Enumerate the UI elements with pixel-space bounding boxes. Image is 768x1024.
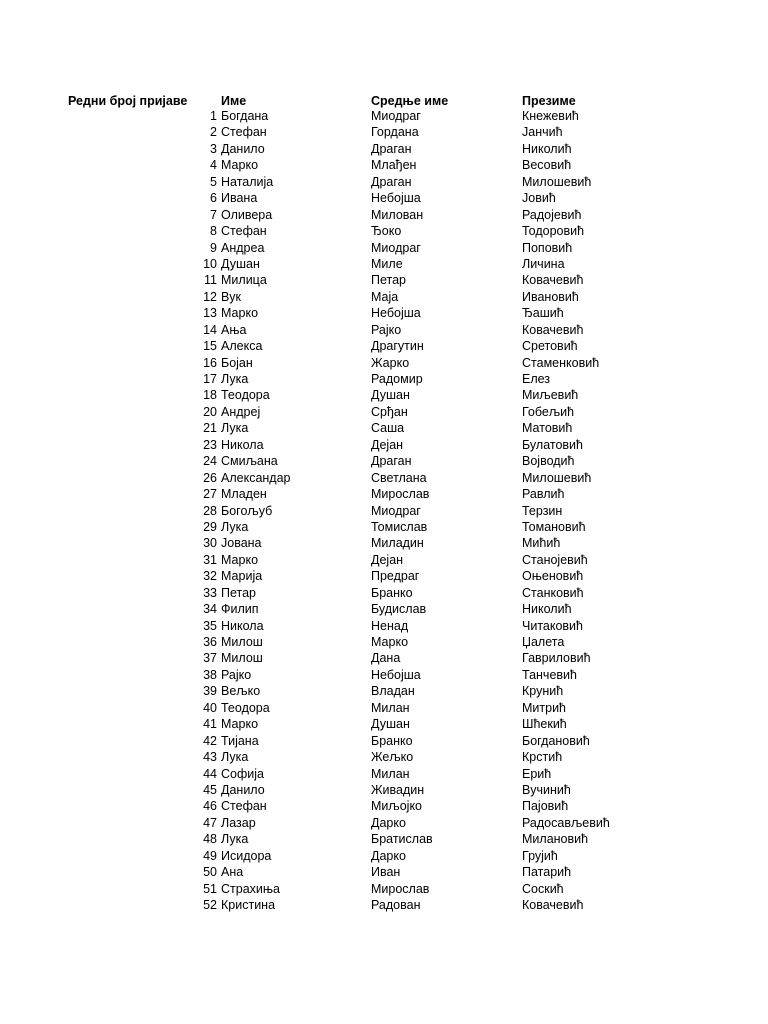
table-row [0,798,768,814]
cell-application-number: 40 [203,700,217,715]
cell-surname: Кнежевић [522,109,579,123]
cell-application-number: 41 [203,717,217,732]
cell-middle-name: Иван [371,865,401,880]
cell-middle-name: Дејан [371,437,404,452]
cell-middle-name: Душан [371,388,410,403]
cell-middle-name: Млађен [371,158,417,173]
cell-application-number: 12 [203,289,217,304]
cell-name: Милица [221,273,267,288]
table-row [0,503,768,519]
cell-name: Богдана [221,109,269,123]
cell-surname: Елез [522,372,551,386]
cell-surname: Вучинић [522,782,571,797]
table-row [0,108,768,124]
cell-application-number: 4 [210,158,217,173]
cell-name: Марко [221,552,259,567]
cell-middle-name: Небојша [371,191,421,206]
header-name: Име [221,94,247,108]
cell-application-number: 42 [203,733,217,748]
cell-middle-name: Дејан [371,552,404,567]
cell-application-number: 14 [203,322,217,337]
cell-application-number: 27 [203,487,217,502]
cell-middle-name: Дана [371,651,401,666]
cell-surname: Читаковић [522,618,583,633]
cell-surname: Соскић [522,881,564,896]
cell-name: Никола [221,437,264,452]
cell-surname: Ерић [522,766,552,781]
table-row [0,568,768,584]
cell-name: Ана [221,865,244,880]
cell-name: Милош [221,635,263,649]
table-row [0,897,768,913]
cell-name: Душан [221,256,260,271]
cell-middle-name: Миодраг [371,503,421,518]
cell-application-number: 9 [210,240,217,255]
table-row [0,355,768,371]
cell-application-number: 29 [203,519,217,534]
cell-surname: Гобељић [522,404,575,419]
cell-name: Софија [221,766,264,781]
cell-application-number: 28 [203,503,217,518]
table-row [0,272,768,288]
cell-name: Марко [221,306,259,321]
cell-surname: Мићић [522,536,561,551]
cell-middle-name: Небојша [371,306,421,321]
cell-surname: Поповић [522,240,573,255]
cell-application-number: 34 [203,602,217,617]
cell-surname: Терзин [522,503,563,518]
table-row [0,782,768,798]
cell-name: Смиљана [221,454,278,469]
table-row [0,700,768,716]
cell-middle-name: Милован [371,207,424,222]
cell-middle-name: Светлана [371,470,427,485]
cell-application-number: 43 [203,750,217,765]
cell-name: Ања [221,322,247,337]
cell-surname: Богдановић [522,733,590,748]
table-row [0,174,768,190]
cell-middle-name: Жељко [371,750,414,765]
cell-application-number: 8 [210,224,217,239]
cell-middle-name: Братислав [371,832,433,847]
table-row [0,552,768,568]
cell-surname: Стаменковић [522,355,600,370]
cell-application-number: 16 [203,355,217,370]
cell-middle-name: Предраг [371,569,420,584]
table-row [0,848,768,864]
cell-middle-name: Драгутин [371,339,424,354]
header-middle-name: Средње име [371,94,449,108]
cell-name: Стефан [221,224,267,239]
cell-application-number: 51 [203,881,217,896]
cell-surname: Милошевић [522,174,592,189]
table-row [0,601,768,617]
cell-surname: Пајовић [522,799,569,814]
cell-name: Кристина [221,898,276,912]
cell-application-number: 20 [203,404,217,419]
cell-name: Тијана [221,733,259,748]
cell-middle-name: Мирослав [371,881,430,896]
cell-surname: Радосављевић [522,815,610,830]
cell-middle-name: Саша [371,421,405,436]
cell-application-number: 48 [203,832,217,847]
cell-middle-name: Ђоко [371,224,402,239]
cell-application-number: 10 [203,256,217,271]
table-row [0,716,768,732]
cell-middle-name: Владан [371,684,415,699]
cell-name: Лука [221,832,249,847]
cell-name: Вељко [221,684,261,699]
cell-middle-name: Ненад [371,618,409,633]
table-row [0,453,768,469]
cell-middle-name: Маја [371,289,399,304]
cell-surname: Јовић [522,191,556,206]
cell-name: Јована [221,536,262,551]
cell-application-number: 45 [203,782,217,797]
cell-application-number: 50 [203,865,217,880]
cell-surname: Шћекић [522,717,567,732]
cell-application-number: 5 [210,174,217,189]
cell-application-number: 3 [210,141,217,156]
cell-middle-name: Марко [371,635,409,649]
table-row [0,650,768,666]
cell-surname: Ђашић [522,306,564,321]
cell-name: Петар [221,585,257,600]
cell-application-number: 2 [210,125,217,140]
cell-name: Вук [221,289,241,304]
cell-middle-name: Небојша [371,667,421,682]
cell-application-number: 17 [203,372,217,386]
table-row [0,338,768,354]
cell-surname: Војводић [522,454,575,469]
cell-name: Милош [221,651,263,666]
cell-middle-name: Жарко [371,355,410,370]
header-surname: Презиме [522,94,576,108]
cell-surname: Матовић [522,421,573,436]
cell-middle-name: Дарко [371,815,406,830]
cell-surname: Гавриловић [522,651,591,666]
cell-name: Никола [221,618,264,633]
cell-middle-name: Душан [371,717,410,732]
cell-application-number: 39 [203,684,217,699]
cell-application-number: 52 [203,898,217,912]
cell-name: Стефан [221,125,267,140]
cell-middle-name: Миодраг [371,109,421,123]
cell-surname: Булатовић [522,437,583,452]
cell-application-number: 46 [203,799,217,814]
cell-surname: Николић [522,141,572,156]
table-row [0,157,768,173]
cell-surname: Џалета [522,635,565,649]
cell-surname: Патарић [522,865,572,880]
table-row [0,470,768,486]
cell-surname: Крстић [522,750,563,765]
cell-name: Теодора [221,388,270,403]
cell-name: Алекса [221,339,263,354]
cell-surname: Личина [522,256,565,271]
cell-name: Ивана [221,191,258,206]
cell-application-number: 7 [210,207,217,222]
cell-middle-name: Драган [371,174,412,189]
table-row [0,667,768,683]
table-row [0,256,768,272]
cell-name: Младен [221,487,267,502]
cell-application-number: 33 [203,585,217,600]
cell-name: Александар [221,470,291,485]
cell-middle-name: Мирослав [371,487,430,502]
cell-name: Данило [221,782,265,797]
cell-name: Лука [221,421,249,436]
cell-application-number: 11 [204,273,217,288]
cell-name: Наталија [221,174,274,189]
table-row [0,535,768,551]
cell-middle-name: Срђан [371,404,408,419]
table-row [0,223,768,239]
cell-application-number: 18 [203,388,217,403]
cell-name: Стефан [221,799,267,814]
cell-application-number: 47 [203,815,217,830]
cell-name: Страхиња [221,881,280,896]
applications-list [0,108,768,913]
cell-middle-name: Милан [371,766,410,781]
cell-application-number: 30 [203,536,217,551]
cell-middle-name: Томислав [371,519,428,534]
table-row [0,831,768,847]
cell-surname: Крунић [522,684,564,699]
cell-surname: Томановић [522,519,586,534]
table-row [0,618,768,634]
table-row [0,749,768,765]
cell-surname: Станковић [522,585,584,600]
cell-application-number: 35 [203,618,217,633]
cell-application-number: 44 [203,766,217,781]
cell-middle-name: Будислав [371,602,427,617]
cell-surname: Грујић [522,848,558,863]
cell-middle-name: Радован [371,898,421,912]
table-row [0,766,768,782]
cell-application-number: 32 [203,569,217,584]
table-row [0,683,768,699]
cell-surname: Јанчић [522,125,563,140]
cell-surname: Оњеновић [522,569,584,584]
header-application-number: Редни број пријаве [68,94,188,108]
cell-middle-name: Радомир [371,372,423,386]
table-row [0,815,768,831]
cell-application-number: 21 [203,421,217,436]
cell-name: Лука [221,519,249,534]
cell-surname: Тодоровић [522,224,585,239]
table-row [0,305,768,321]
cell-middle-name: Живадин [371,782,425,797]
cell-middle-name: Бранко [371,733,413,748]
cell-application-number: 38 [203,667,217,682]
cell-surname: Станојевић [522,552,588,567]
cell-surname: Танчевић [522,667,577,682]
cell-name: Богољуб [221,503,273,518]
cell-name: Андреа [221,240,265,255]
cell-application-number: 37 [203,651,217,666]
cell-name: Лазар [221,815,256,830]
table-row [0,141,768,157]
cell-middle-name: Драган [371,454,412,469]
table-row [0,387,768,403]
cell-surname: Равлић [522,487,565,502]
cell-name: Теодора [221,700,270,715]
table-row [0,864,768,880]
cell-middle-name: Дарко [371,848,406,863]
table-row [0,486,768,502]
cell-name: Лука [221,750,249,765]
cell-application-number: 6 [210,191,217,206]
cell-name: Лука [221,372,249,386]
cell-surname: Ковачевић [522,273,584,288]
cell-surname: Миљевић [522,388,579,403]
cell-surname: Митрић [522,700,567,715]
table-row [0,289,768,305]
cell-surname: Милошевић [522,470,592,485]
cell-application-number: 31 [203,552,217,567]
cell-surname: Радојевић [522,207,582,222]
table-row [0,371,768,387]
cell-middle-name: Миљојко [371,799,423,814]
table-row [0,207,768,223]
cell-middle-name: Рајко [371,322,402,337]
table-row [0,519,768,535]
cell-application-number: 26 [203,470,217,485]
table-row [0,240,768,256]
cell-name: Андреј [221,404,261,419]
cell-surname: Весовић [522,158,572,173]
cell-middle-name: Миладин [371,536,424,551]
cell-surname: Ковачевић [522,898,584,912]
table-row [0,881,768,897]
cell-surname: Милановић [522,832,589,847]
cell-middle-name: Гордана [371,125,419,140]
cell-name: Бојан [221,355,253,370]
cell-name: Марија [221,569,263,584]
cell-name: Филип [221,602,259,617]
cell-middle-name: Милан [371,700,410,715]
cell-application-number: 36 [203,635,217,649]
cell-middle-name: Петар [371,273,407,288]
cell-middle-name: Бранко [371,585,413,600]
cell-name: Рајко [221,667,252,682]
table-row [0,404,768,420]
cell-name: Марко [221,717,259,732]
table-row [0,124,768,140]
cell-name: Данило [221,141,265,156]
table-row [0,437,768,453]
table-row [0,420,768,436]
cell-name: Исидора [221,848,272,863]
cell-application-number: 23 [203,437,217,452]
cell-middle-name: Драган [371,141,412,156]
table-row [0,634,768,650]
cell-application-number: 13 [203,306,217,321]
cell-middle-name: Миодраг [371,240,421,255]
cell-middle-name: Миле [371,256,403,271]
cell-name: Марко [221,158,259,173]
table-row [0,585,768,601]
cell-surname: Ковачевић [522,322,584,337]
cell-application-number: 49 [203,848,217,863]
cell-application-number: 24 [203,454,217,469]
table-row [0,322,768,338]
table-row [0,190,768,206]
cell-application-number: 1 [210,109,217,123]
cell-surname: Сретовић [522,339,578,354]
cell-name: Оливера [221,207,273,222]
cell-surname: Николић [522,602,572,617]
table-row [0,733,768,749]
cell-surname: Ивановић [522,289,579,304]
cell-application-number: 15 [203,339,217,354]
